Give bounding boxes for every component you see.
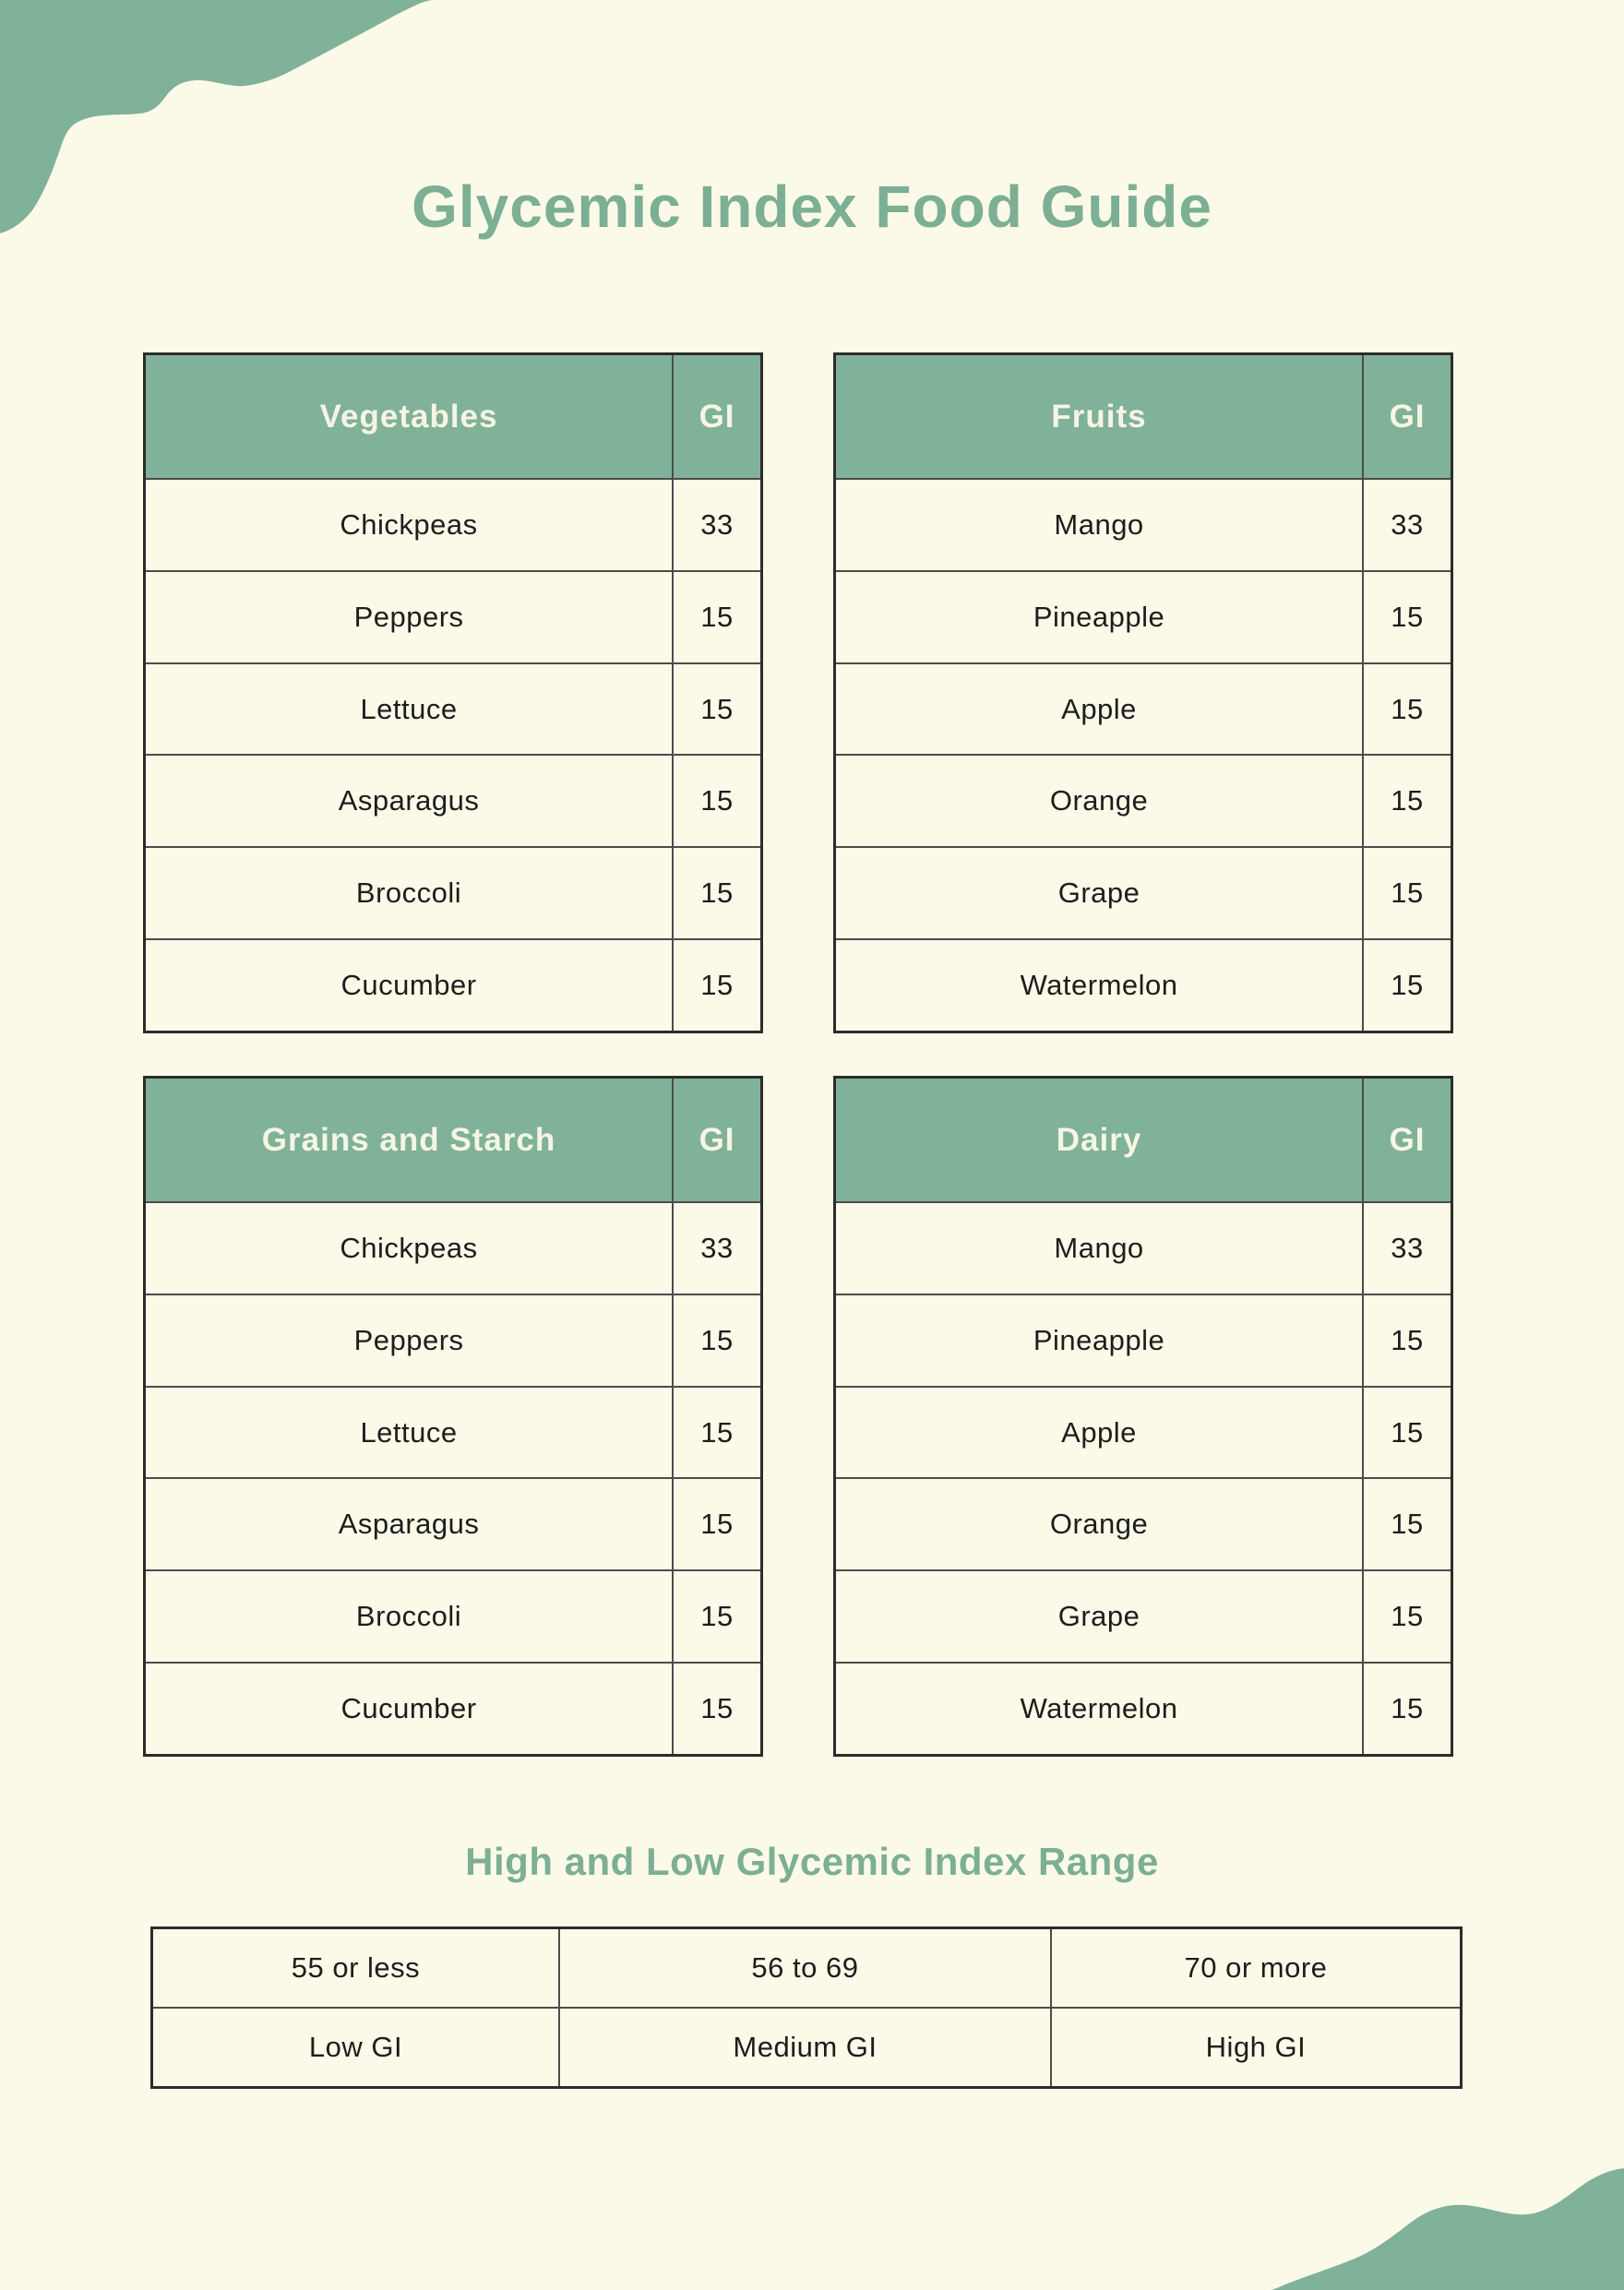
table-header-row bbox=[146, 355, 760, 478]
table-row bbox=[836, 478, 1451, 570]
gi-value-cell: 15 bbox=[672, 1388, 760, 1478]
gi-value-cell: 15 bbox=[672, 1295, 760, 1386]
section-subtitle: High and Low Glycemic Index Range bbox=[465, 1840, 1159, 1883]
food-cell: Mango bbox=[1054, 507, 1144, 541]
food-cell: Apple bbox=[1061, 692, 1137, 725]
range-cell: 56 to 69 bbox=[558, 1929, 1050, 2007]
gi-value-cell: 33 bbox=[1362, 480, 1451, 570]
gi-value-cell: 15 bbox=[1362, 572, 1451, 662]
food-cell: Chickpeas bbox=[340, 1231, 478, 1264]
gi-value-cell: 15 bbox=[1362, 1664, 1451, 1754]
table-row bbox=[836, 846, 1451, 938]
food-cell: Broccoli bbox=[355, 877, 462, 910]
range-cell: High GI bbox=[1050, 2009, 1460, 2086]
table-row bbox=[836, 570, 1451, 662]
table-row bbox=[836, 1569, 1451, 1662]
food-cell: Broccoli bbox=[355, 1600, 462, 1633]
table-row bbox=[836, 938, 1451, 1031]
gi-value-cell: 15 bbox=[1362, 848, 1451, 938]
food-cell: Orange bbox=[1049, 1508, 1149, 1541]
table-header-row bbox=[836, 1079, 1451, 1201]
table-header-row bbox=[836, 355, 1451, 478]
table-row bbox=[146, 1294, 760, 1386]
range-cell: Low GI bbox=[308, 2031, 403, 2063]
gi-value-cell: 15 bbox=[1362, 664, 1451, 755]
table-row bbox=[146, 478, 760, 570]
gi-value-cell: 33 bbox=[672, 1203, 760, 1294]
gi-value-cell: 15 bbox=[672, 756, 760, 846]
food-cell: Peppers bbox=[353, 600, 464, 633]
food-cell: Grape bbox=[1057, 1600, 1140, 1633]
food-cell: Peppers bbox=[353, 1323, 464, 1356]
range-row-values bbox=[153, 1929, 1460, 2007]
gi-value-cell: 15 bbox=[1362, 1388, 1451, 1478]
gi-value-cell: 15 bbox=[1362, 1479, 1451, 1569]
gi-value-cell: 15 bbox=[672, 848, 760, 938]
gi-value-cell: 33 bbox=[672, 480, 760, 570]
gi-value-cell: 33 bbox=[1362, 1203, 1451, 1294]
food-cell: Orange bbox=[1049, 784, 1149, 817]
food-cell: Lettuce bbox=[360, 692, 458, 725]
table-grains-and-starch bbox=[143, 1076, 763, 1757]
food-cell: Pineapple bbox=[1033, 600, 1165, 633]
table-row bbox=[146, 1477, 760, 1569]
table-row bbox=[146, 846, 760, 938]
food-cell: Asparagus bbox=[338, 1508, 480, 1541]
table-dairy bbox=[833, 1076, 1453, 1757]
gi-value-cell: 15 bbox=[1362, 756, 1451, 846]
gi-value-cell: 15 bbox=[672, 1479, 760, 1569]
food-cell: Cucumber bbox=[340, 969, 477, 1002]
range-cell: 70 or more bbox=[1050, 1929, 1460, 2007]
table-row bbox=[836, 1386, 1451, 1478]
corner-blob-bottom-right-icon bbox=[1272, 2168, 1624, 2290]
food-cell: Watermelon bbox=[1020, 969, 1178, 1002]
food-cell: Mango bbox=[1054, 1231, 1144, 1264]
gi-value-cell: 15 bbox=[672, 572, 760, 662]
range-cell: Medium GI bbox=[558, 2009, 1050, 2086]
food-cell: Pineapple bbox=[1033, 1323, 1165, 1356]
category-header-cell: Vegetables bbox=[319, 398, 498, 435]
table-row bbox=[836, 1477, 1451, 1569]
gi-value-cell: 15 bbox=[1362, 1295, 1451, 1386]
gi-value-cell: 15 bbox=[1362, 1571, 1451, 1662]
table-row bbox=[836, 1201, 1451, 1294]
food-cell: Apple bbox=[1061, 1415, 1137, 1449]
table-row bbox=[146, 1386, 760, 1478]
table-row bbox=[836, 1294, 1451, 1386]
gi-range-table bbox=[150, 1926, 1463, 2089]
table-row bbox=[146, 1662, 760, 1754]
food-cell: Lettuce bbox=[360, 1415, 458, 1449]
table-row bbox=[146, 1201, 760, 1294]
gi-header-cell: GI bbox=[672, 1079, 760, 1201]
table-vegetables bbox=[143, 352, 763, 1033]
food-cell: Cucumber bbox=[340, 1692, 477, 1725]
gi-value-cell: 15 bbox=[1362, 940, 1451, 1031]
category-header-cell: Fruits bbox=[1051, 398, 1147, 435]
gi-header-cell: GI bbox=[672, 355, 760, 478]
table-row bbox=[146, 570, 760, 662]
table-row bbox=[836, 662, 1451, 755]
food-cell: Asparagus bbox=[338, 784, 480, 817]
table-row bbox=[146, 1569, 760, 1662]
gi-value-cell: 15 bbox=[672, 664, 760, 755]
range-row-labels bbox=[153, 2007, 1460, 2086]
table-row bbox=[836, 1662, 1451, 1754]
range-cell: 55 or less bbox=[291, 1951, 421, 1984]
table-header-row bbox=[146, 1079, 760, 1201]
gi-header-cell: GI bbox=[1362, 355, 1451, 478]
gi-header-cell: GI bbox=[1362, 1079, 1451, 1201]
table-row bbox=[146, 938, 760, 1031]
food-cell: Grape bbox=[1057, 877, 1140, 910]
table-row bbox=[836, 754, 1451, 846]
gi-value-cell: 15 bbox=[672, 1571, 760, 1662]
table-row bbox=[146, 754, 760, 846]
table-fruits bbox=[833, 352, 1453, 1033]
page-title: Glycemic Index Food Guide bbox=[412, 173, 1212, 240]
food-cell: Watermelon bbox=[1020, 1692, 1178, 1725]
category-header-cell: Grains and Starch bbox=[261, 1121, 556, 1158]
gi-value-cell: 15 bbox=[672, 1664, 760, 1754]
gi-value-cell: 15 bbox=[672, 940, 760, 1031]
table-row bbox=[146, 662, 760, 755]
category-header-cell: Dairy bbox=[1056, 1121, 1142, 1158]
food-cell: Chickpeas bbox=[340, 507, 478, 541]
